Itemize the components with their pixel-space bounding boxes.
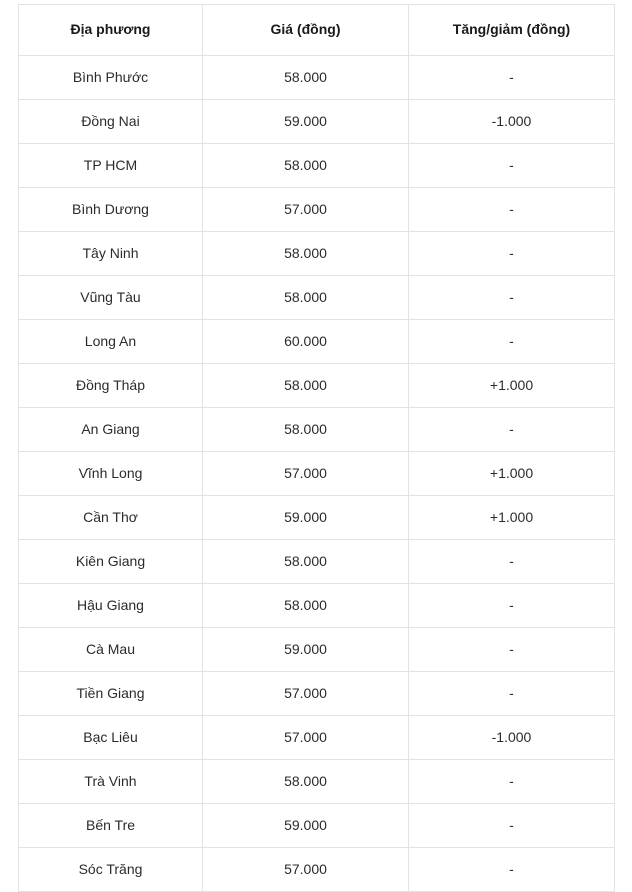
table-row bbox=[19, 100, 615, 144]
cell-locality: Bạc Liêu bbox=[19, 716, 203, 760]
cell-price: 59.000 bbox=[203, 628, 409, 672]
cell-locality: Tây Ninh bbox=[19, 232, 203, 276]
cell-locality: Cần Thơ bbox=[19, 496, 203, 540]
cell-change: - bbox=[409, 540, 615, 584]
column-header-locality: Địa phương bbox=[19, 5, 203, 56]
table-row bbox=[19, 452, 615, 496]
cell-price: 57.000 bbox=[203, 672, 409, 716]
cell-locality: TP HCM bbox=[19, 144, 203, 188]
cell-price: 58.000 bbox=[203, 408, 409, 452]
cell-change: -1.000 bbox=[409, 716, 615, 760]
cell-change: +1.000 bbox=[409, 496, 615, 540]
cell-price: 58.000 bbox=[203, 276, 409, 320]
cell-change: -1.000 bbox=[409, 100, 615, 144]
cell-change: +1.000 bbox=[409, 452, 615, 496]
cell-change: - bbox=[409, 848, 615, 892]
cell-locality: Đồng Tháp bbox=[19, 364, 203, 408]
table-row bbox=[19, 320, 615, 364]
table-row bbox=[19, 804, 615, 848]
table-row bbox=[19, 760, 615, 804]
cell-price: 58.000 bbox=[203, 364, 409, 408]
table-row bbox=[19, 364, 615, 408]
cell-locality: Bình Phước bbox=[19, 56, 203, 100]
table-row bbox=[19, 628, 615, 672]
column-header-change: Tăng/giảm (đồng) bbox=[409, 5, 615, 56]
cell-price: 59.000 bbox=[203, 496, 409, 540]
cell-price: 59.000 bbox=[203, 100, 409, 144]
cell-locality: Vũng Tàu bbox=[19, 276, 203, 320]
cell-locality: Hậu Giang bbox=[19, 584, 203, 628]
table-row bbox=[19, 232, 615, 276]
table-row bbox=[19, 56, 615, 100]
cell-change: - bbox=[409, 408, 615, 452]
table-row bbox=[19, 672, 615, 716]
table-row bbox=[19, 496, 615, 540]
cell-change: - bbox=[409, 232, 615, 276]
cell-price: 58.000 bbox=[203, 144, 409, 188]
table-row bbox=[19, 408, 615, 452]
cell-locality: Trà Vinh bbox=[19, 760, 203, 804]
cell-locality: Cà Mau bbox=[19, 628, 203, 672]
cell-price: 58.000 bbox=[203, 56, 409, 100]
cell-price: 60.000 bbox=[203, 320, 409, 364]
cell-locality: Bình Dương bbox=[19, 188, 203, 232]
cell-change: - bbox=[409, 56, 615, 100]
cell-locality: Kiên Giang bbox=[19, 540, 203, 584]
cell-change: - bbox=[409, 276, 615, 320]
cell-locality: An Giang bbox=[19, 408, 203, 452]
table-row bbox=[19, 144, 615, 188]
cell-price: 57.000 bbox=[203, 716, 409, 760]
cell-change: +1.000 bbox=[409, 364, 615, 408]
table-header bbox=[19, 5, 615, 56]
cell-price: 57.000 bbox=[203, 452, 409, 496]
cell-price: 57.000 bbox=[203, 848, 409, 892]
cell-locality: Vĩnh Long bbox=[19, 452, 203, 496]
cell-price: 58.000 bbox=[203, 760, 409, 804]
table-row bbox=[19, 188, 615, 232]
table-body bbox=[19, 56, 615, 892]
cell-change: - bbox=[409, 320, 615, 364]
cell-price: 58.000 bbox=[203, 232, 409, 276]
table-row bbox=[19, 716, 615, 760]
regional-price-table bbox=[18, 4, 615, 892]
cell-price: 59.000 bbox=[203, 804, 409, 848]
table-header-row bbox=[19, 5, 615, 56]
cell-locality: Sóc Trăng bbox=[19, 848, 203, 892]
cell-locality: Long An bbox=[19, 320, 203, 364]
cell-locality: Đồng Nai bbox=[19, 100, 203, 144]
cell-change: - bbox=[409, 760, 615, 804]
table-row bbox=[19, 584, 615, 628]
cell-change: - bbox=[409, 672, 615, 716]
cell-change: - bbox=[409, 144, 615, 188]
table-row bbox=[19, 848, 615, 892]
cell-price: 57.000 bbox=[203, 188, 409, 232]
column-header-price: Giá (đồng) bbox=[203, 5, 409, 56]
cell-price: 58.000 bbox=[203, 540, 409, 584]
cell-change: - bbox=[409, 584, 615, 628]
cell-change: - bbox=[409, 188, 615, 232]
cell-change: - bbox=[409, 804, 615, 848]
table-row bbox=[19, 540, 615, 584]
cell-price: 58.000 bbox=[203, 584, 409, 628]
cell-locality: Bến Tre bbox=[19, 804, 203, 848]
cell-locality: Tiền Giang bbox=[19, 672, 203, 716]
cell-change: - bbox=[409, 628, 615, 672]
table-row bbox=[19, 276, 615, 320]
